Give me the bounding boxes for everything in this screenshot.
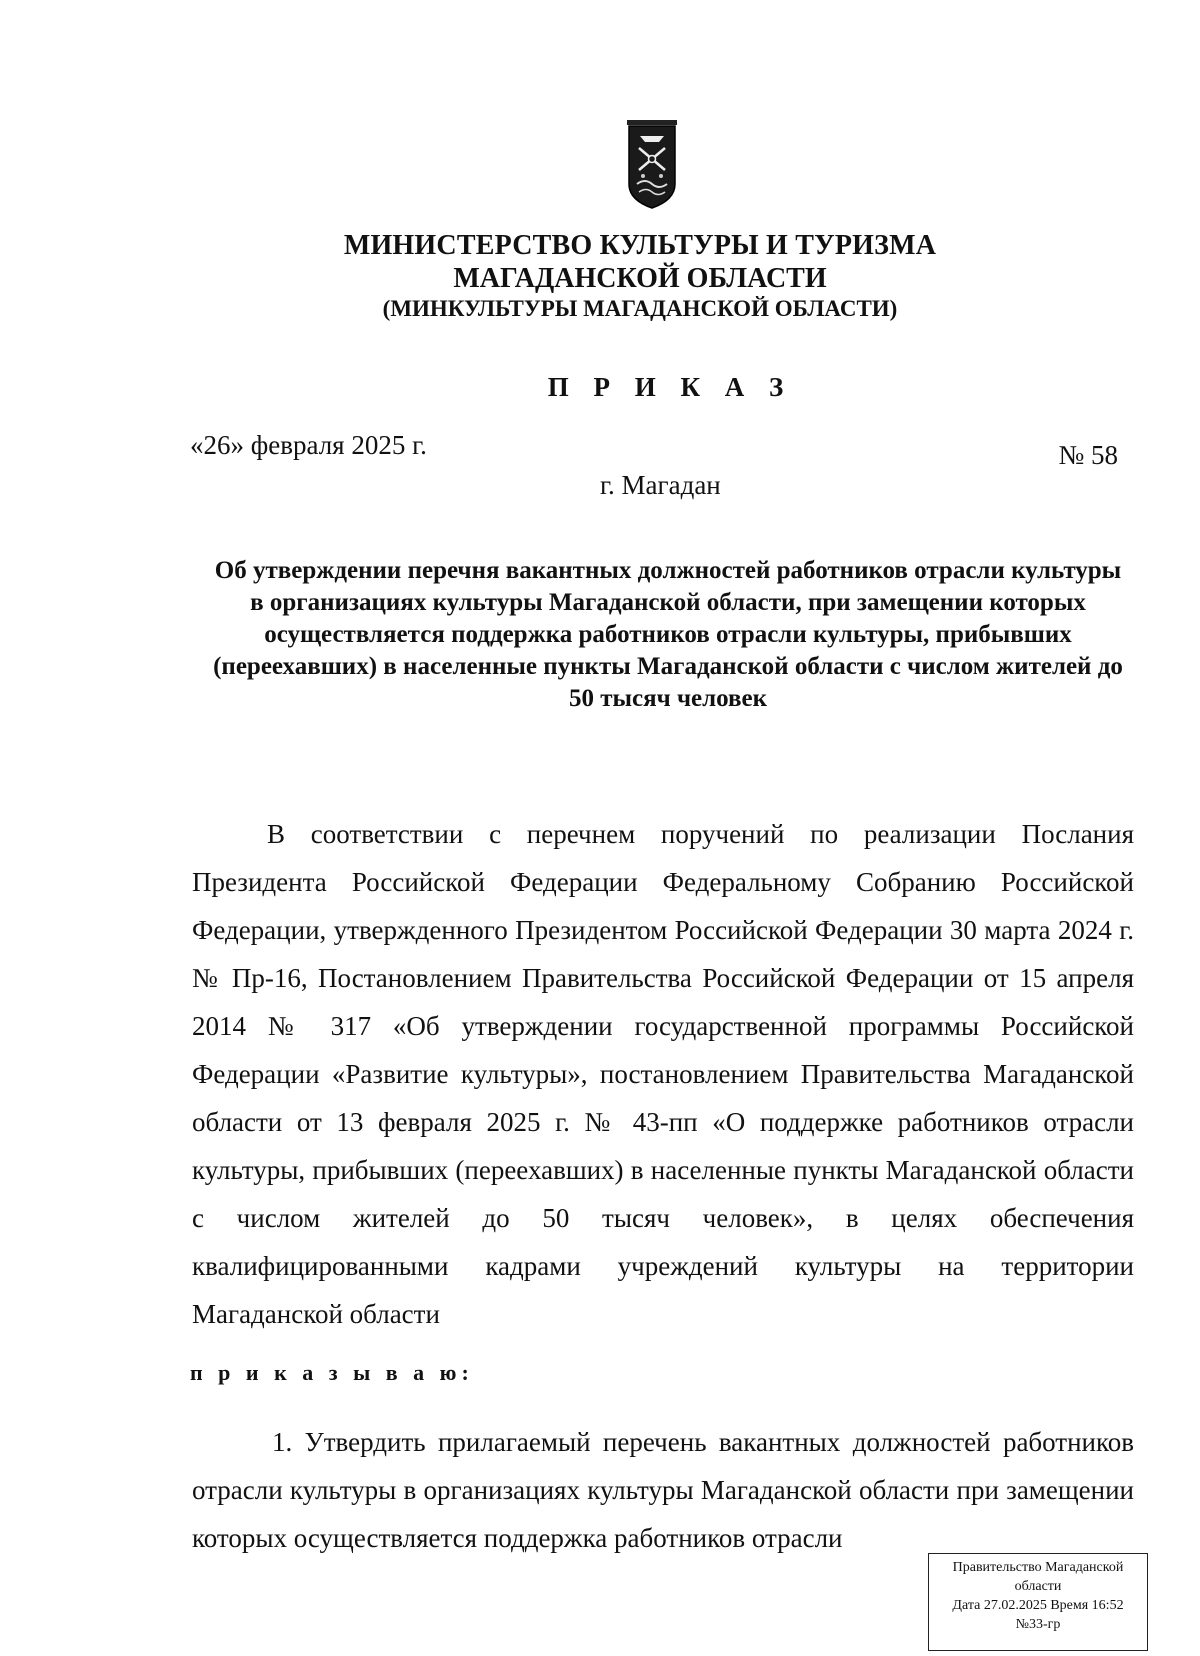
region-name: МАГАДАНСКОЙ ОБЛАСТИ	[453, 263, 827, 294]
decree-word: п р и к а з ы в а ю:	[190, 1360, 474, 1385]
ministry-name: МИНИСТЕРСТВО КУЛЬТУРЫ И ТУРИЗМА	[343, 230, 937, 261]
stamp-line-datetime: Дата 27.02.2025 Время 16:52	[952, 1598, 1124, 1613]
coat-of-arms-icon	[625, 118, 679, 210]
stamp-line-region: области	[1014, 1579, 1062, 1594]
order-number: № 58	[1058, 440, 1118, 470]
stamp-line-organization: Правительство Магаданской	[952, 1560, 1124, 1575]
order-city: г. Магадан	[600, 470, 721, 500]
ministry-short-name: (МИНКУЛЬТУРЫ МАГАДАНСКОЙ ОБЛАСТИ)	[382, 296, 898, 321]
order-date: «26» февраля 2025 г.	[190, 430, 427, 460]
registration-stamp	[928, 1553, 1148, 1651]
preamble-paragraph: В соответствии с перечнем поручений по реализации Послания Президента Российской Федерации Федеральному Собранию Российской Федерации, утвержденного Президентом Российской Федерации 30 марта 2024 г. № Пр-16, Постановлением Правительства Российской Федерации от 15 апреля 2014 № 317 «Об утверждении государственной программы Российской Федерации «Развитие культуры», постановлением Правительства Магаданской области от 13 февраля 2025 г. № 43-пп «О поддержке работников отрасли культуры, прибывших (переехавших) в населенные пункты Магаданской области с числом жителей до 50 тысяч человек», в целях обеспечения квалифицированными кадрами учреждений культуры на территории Магаданской области	[192, 819, 1134, 1329]
stamp-line-number: №33-гр	[1015, 1617, 1061, 1632]
order-subject: Об утверждении перечня вакантных должностей работников отрасли культуры в организациях культуры Магаданской области, при замещении которых осуществляется поддержка работников отрасли культуры, прибывших (переехавших) в населенные пункты Магаданской области с числом жителей до 50 тысяч человек	[213, 557, 1123, 712]
clause-1-paragraph: 1. Утвердить прилагаемый перечень вакантных должностей работников отрасли культуры в организациях культуры Магаданской области при замещении которых осуществляется поддержка работников отрасли	[192, 1427, 1134, 1553]
document-type-title: П Р И К А З	[547, 372, 793, 402]
